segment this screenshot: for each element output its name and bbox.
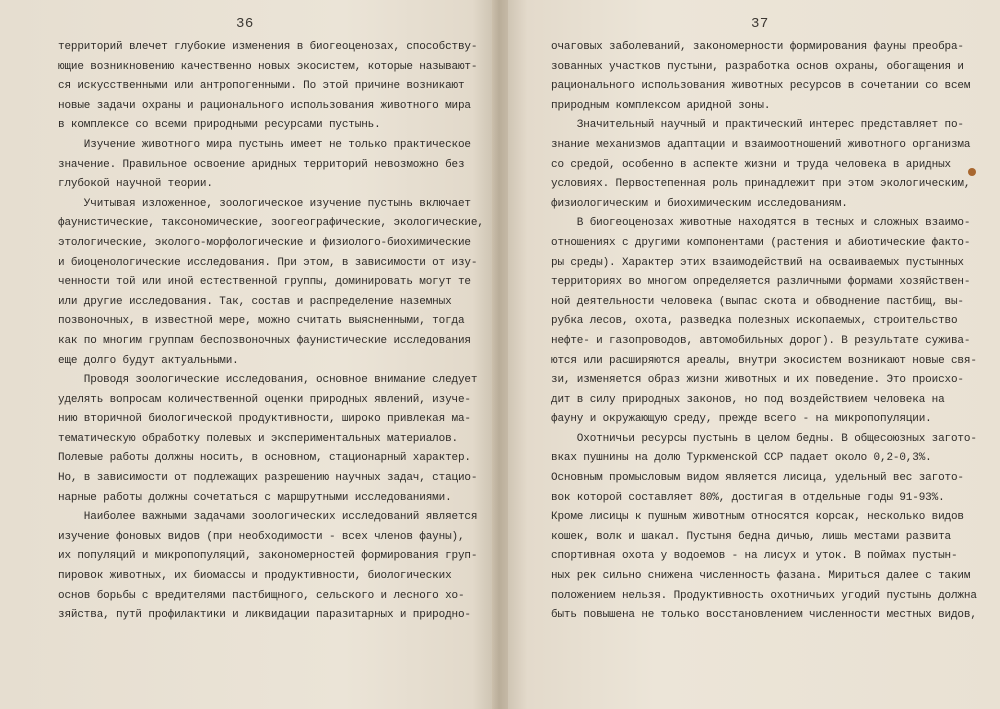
text-line: основ борьбы с вредителями пастбищного, сельского и лесного хо- bbox=[58, 589, 465, 602]
page-number: 36 bbox=[236, 16, 254, 32]
text-line: рубка лесов, охота, разведка полезных ископаемых, строительство bbox=[551, 315, 958, 328]
text-line: отношениях с другими компонентами (растения и абиотические факто- bbox=[551, 236, 971, 249]
page-number: 37 bbox=[751, 16, 769, 32]
text-line: природным комплексом аридной зоны. bbox=[551, 99, 771, 112]
text-line: положением нельзя. Продуктивность охотничьих угодий пустынь должна bbox=[551, 589, 977, 602]
text-line: В биогеоценозах животные находятся в тесных и сложных взаимо- bbox=[551, 217, 971, 230]
text-line: этологические, эколого-морфологические и физиолого-биохимические bbox=[58, 236, 471, 249]
text-line: Наиболее важными задачами зоологических исследований является bbox=[58, 511, 478, 524]
text-line: ющие возникновению качественно новых экосистем, которые называют- bbox=[58, 60, 478, 73]
text-line: кошек, волк и шакал. Пустыня бедна дичью, лишь местами развита bbox=[551, 530, 951, 543]
text-line: глубокой научной теории. bbox=[58, 178, 213, 191]
text-line: и биоценологические исследования. При этом, в зависимости от изу- bbox=[58, 256, 478, 269]
text-line: тематическую обработку полевых и экспериментальных материалов. bbox=[58, 432, 458, 445]
text-line: со средой, особенно в аспекте жизни и труда человека в аридных bbox=[551, 158, 951, 171]
text-line: в комплексе со всеми природными ресурсами пустынь. bbox=[58, 119, 381, 132]
text-line: или другие исследования. Так, состав и распределение наземных bbox=[58, 295, 452, 308]
text-line: территориях во многом определяется различными формами хозяйствен- bbox=[551, 276, 971, 289]
text-line: Основным промысловым видом является лисица, удельный вес загото- bbox=[551, 472, 964, 485]
text-line: зованных участков пустыни, разработка основ охраны, обогащения и bbox=[551, 60, 964, 73]
text-line: рационального использования животных ресурсов в сочетании со всем bbox=[551, 80, 971, 93]
text-line: новые задачи охраны и рационального использования животного мира bbox=[58, 99, 471, 112]
text-line: изучение фоновых видов (при необходимости - всех членов фауны), bbox=[58, 530, 465, 543]
page-text bbox=[551, 38, 977, 626]
text-line: нефте- и газопроводов, автомобильных дорог). В результате сужива- bbox=[551, 334, 971, 347]
text-line: Учитывая изложенное, зоологическое изучение пустынь включает bbox=[58, 197, 471, 210]
text-line: Охотничьи ресурсы пустынь в целом бедны. В общесоюзных загото- bbox=[551, 432, 977, 445]
text-line: зи, изменяется образ жизни животных и их поведение. Это происхо- bbox=[551, 374, 964, 387]
text-line: дит в силу природных законов, но под воздействием человека на bbox=[551, 393, 945, 406]
text-line: Полевые работы должны носить, в основном, стационарный характер. bbox=[58, 452, 471, 465]
text-line: физиологическим и биохимическим исследованиям. bbox=[551, 197, 848, 210]
text-line: знание механизмов адаптации и взаимоотношений животного организма bbox=[551, 138, 971, 151]
text-line: как по многим группам беспозвоночных фаунистические исследования bbox=[58, 334, 471, 347]
text-line: Проводя зоологические исследования, основное внимание следует bbox=[58, 374, 478, 387]
text-line: фауну и окружающую среду, прежде всего - на микропопуляции. bbox=[551, 413, 932, 426]
text-line: вок которой составляет 80%, достигая в отдельные годы 91-93%. bbox=[551, 491, 945, 504]
text-line: быть повышена не только восстановлением численности местных видов, bbox=[551, 609, 977, 622]
text-line: условиях. Первостепенная роль принадлежит при этом экологическим, bbox=[551, 178, 971, 191]
text-line: очаговых заболеваний, закономерности формирования фауны преобра- bbox=[551, 41, 964, 53]
text-line: еще долго будут актуальными. bbox=[58, 354, 239, 367]
right-page bbox=[508, 0, 1000, 709]
text-line: Но, в зависимости от подлежащих разрешению научных задач, стацио- bbox=[58, 472, 478, 485]
text-line: позвоночных, в известной мере, можно считать выясненными, тогда bbox=[58, 315, 465, 328]
text-line: ры среды). Характер этих взаимодействий на осваиваемых пустынных bbox=[551, 256, 964, 269]
text-line: Изучение животного мира пустынь имеет не только практическое bbox=[58, 138, 471, 151]
text-line: пировок животных, их биомассы и продуктивности, биологических bbox=[58, 570, 452, 583]
text-line: Значительный научный и практический интерес представляет по- bbox=[551, 119, 964, 132]
text-line: ются или расширяются ареалы, внутри экосистем возникают новые свя- bbox=[551, 354, 977, 367]
text-line: фаунистические, таксономические, зоогеографические, экологические, bbox=[58, 217, 484, 230]
text-line: уделять вопросам количественной оценки природных явлений, изуче- bbox=[58, 393, 471, 406]
book-gutter bbox=[492, 0, 508, 709]
text-line: вках пушнины на долю Туркменской ССР падает около 0,2-0,3%. bbox=[551, 452, 932, 465]
text-line: территорий влечет глубокие изменения в биогеоценозах, способству- bbox=[58, 41, 478, 53]
text-line: спортивная охота у водоемов - на лисух и уток. В поймах пустын- bbox=[551, 550, 958, 563]
text-line: Кроме лисицы к пушным животным относятся корсак, несколько видов bbox=[551, 511, 964, 524]
paper-stain bbox=[968, 168, 976, 176]
page-text bbox=[58, 38, 484, 626]
text-line: нию вторичной биологической продуктивности, широко привлекая ма- bbox=[58, 413, 471, 426]
text-line: ной деятельности человека (выпас скота и обводнение пастбищ, вы- bbox=[551, 295, 964, 308]
text-line: ных рек сильно снижена численность фазана. Мириться далее с таким bbox=[551, 570, 971, 583]
left-page bbox=[0, 0, 492, 709]
text-line: их популяций и микропопуляций, закономерностей формирования груп- bbox=[58, 550, 478, 563]
text-line: зяйства, путй профилактики и ликвидации паразитарных и природно- bbox=[58, 609, 471, 622]
text-line: значение. Правильное освоение аридных территорий невозможно без bbox=[58, 158, 465, 171]
text-line: ся искусственными или антропогенными. По этой причине возникают bbox=[58, 80, 465, 93]
text-line: нарные работы должны сочетаться с маршрутными исследованиями. bbox=[58, 491, 452, 504]
text-line: ченности той или иной естественной группы, доминировать могут те bbox=[58, 276, 471, 289]
